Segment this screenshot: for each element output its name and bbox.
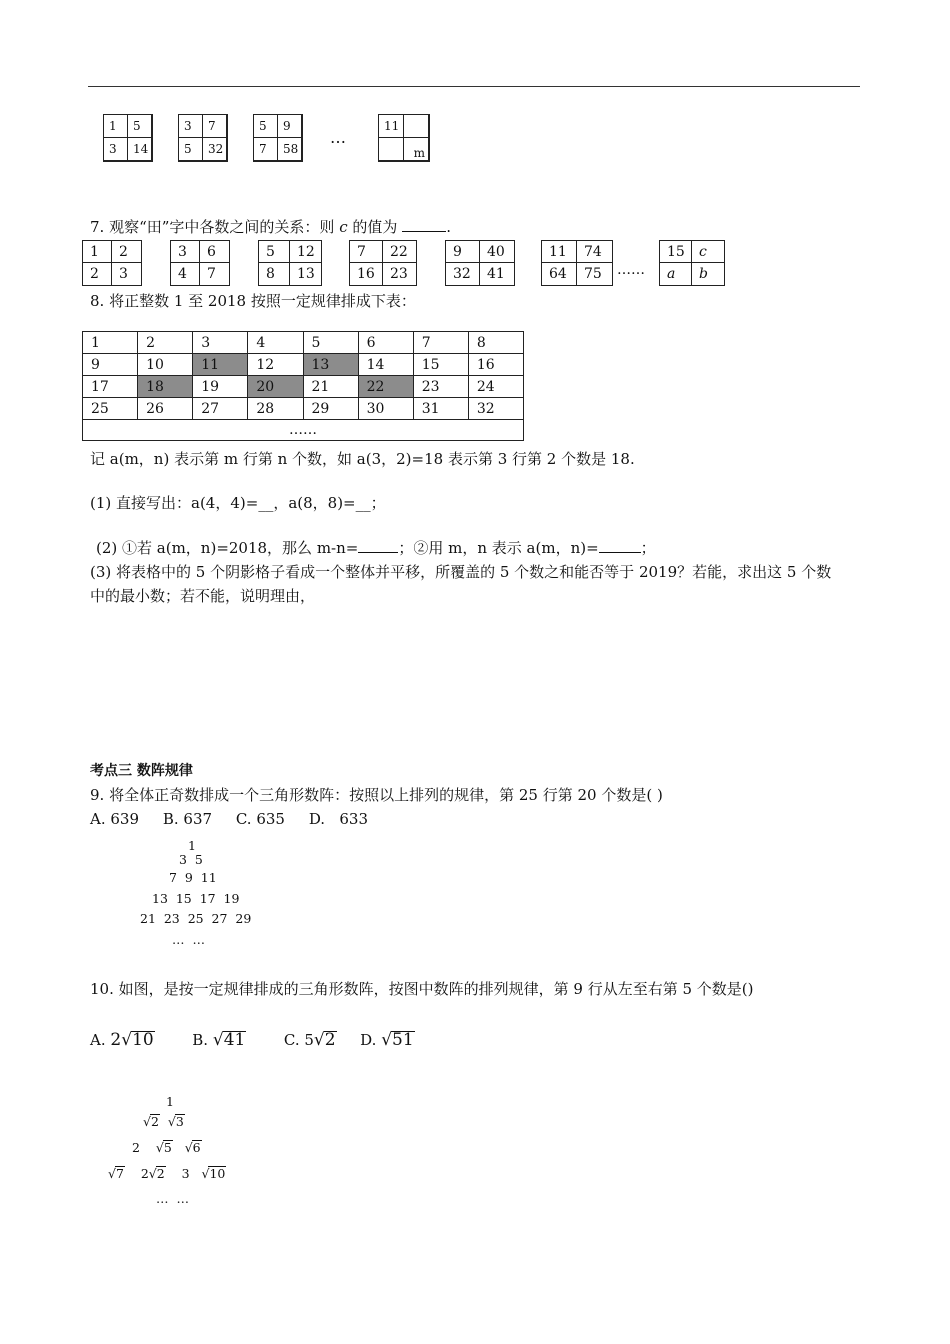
tian-cell: 9: [446, 241, 480, 263]
grid-cell: 17: [83, 376, 138, 398]
grid-cell: 26: [138, 398, 193, 420]
tian-cell: 75: [584, 266, 602, 282]
sqrt-sign: √: [148, 1166, 157, 1181]
grid-cell: 32: [468, 398, 523, 420]
option-c-radicand: 2: [324, 1030, 336, 1050]
option-a-label: A.: [90, 1031, 106, 1049]
tian-cell: 7: [350, 241, 383, 263]
grid-row: [83, 398, 524, 420]
sqrt-sign: √: [167, 1114, 176, 1129]
tian-cell: 12: [290, 241, 321, 263]
q10-options: [90, 1030, 415, 1050]
sqrt-triangle-row-5: … …: [156, 1191, 189, 1206]
box-cell: 7: [202, 114, 227, 138]
tian-ellipsis: ……: [617, 262, 645, 278]
q8-p2-text-b: ；②用 m，n 表示 a(m，n)=: [398, 539, 599, 557]
option-c-label: C. 5: [283, 1031, 314, 1049]
box-cell: 1: [103, 114, 128, 138]
grid-cell: 29: [303, 398, 358, 420]
q7-end: .: [446, 218, 451, 236]
tian-cell: 74: [577, 241, 612, 263]
tian-var-c: c: [699, 243, 707, 260]
odd-triangle-row-6: … …: [172, 932, 205, 947]
sqrt-sign: √: [143, 1114, 151, 1129]
tian-cell: 8: [259, 263, 290, 285]
tian-cell: 1: [83, 241, 112, 263]
tian-cell: 7: [207, 266, 216, 282]
tian-cell: 23: [390, 266, 408, 282]
box-cell: 3: [178, 114, 203, 138]
tian-cell: 5: [259, 241, 290, 263]
box-cell: [378, 137, 404, 161]
tian-cell: 32: [446, 263, 480, 285]
odd-triangle-row-1: 1: [188, 838, 196, 853]
tian-cell: 2: [83, 263, 112, 285]
sqrt-sign: √: [184, 1140, 193, 1155]
tian-cell: 22: [383, 241, 416, 263]
tian-cell: 40: [480, 241, 514, 263]
question-7: [90, 216, 451, 237]
sqrt-sign: √: [155, 1140, 164, 1155]
tian-cell: 15: [660, 241, 692, 263]
number-box-2: [178, 114, 228, 162]
radicand: 10: [209, 1166, 226, 1181]
sqrt-sign: √: [201, 1166, 210, 1181]
box-ellipsis: …: [330, 128, 347, 147]
coefficient: 2: [140, 1166, 149, 1181]
tian-box-6: [541, 240, 613, 286]
q7-text-a: 7. 观察“田”字中各数之间的关系：则: [90, 218, 335, 236]
radicand: 3: [175, 1114, 184, 1129]
question-8-title: 8. 将正整数 1 至 2018 按照一定规律排成下表：: [90, 292, 416, 310]
tian-box-3: [258, 240, 322, 286]
tian-cell: [660, 263, 692, 285]
grid-cell: 21: [303, 376, 358, 398]
tian-cell: [692, 241, 724, 263]
question-9-title: 9. 将全体正奇数排成一个三角形数阵：按照以上排列的规律，第 25 行第 20 个数是( ): [90, 786, 663, 804]
odd-triangle-row-3: 7 9 11: [169, 870, 217, 885]
grid-row: [83, 376, 524, 398]
radicand: 5: [163, 1140, 172, 1155]
box-cell: 7: [253, 137, 278, 161]
sqrt-sign: √: [212, 1030, 224, 1050]
tian-var-a: a: [667, 266, 676, 282]
radicand: 2: [156, 1166, 165, 1181]
question-9-options: A. 639 B. 637 C. 635 D. 633: [90, 810, 369, 828]
q10-option-b: [192, 1031, 246, 1049]
box-cell: 5: [253, 114, 278, 138]
odd-triangle-row-2: 3 5: [179, 852, 203, 867]
tian-cell: 11: [542, 241, 577, 263]
option-b-radicand: 41: [223, 1030, 246, 1050]
option-a-radicand: 10: [132, 1030, 154, 1050]
grid-cell: 24: [468, 376, 523, 398]
sqrt-sign: √: [381, 1030, 393, 1050]
sqrt-sign: √: [313, 1030, 325, 1050]
odd-triangle-row-5: 21 23 25 27 29: [140, 911, 252, 926]
tian-cell: [692, 263, 724, 285]
q8-part-3-line-1: (3) 将表格中的 5 个阴影格子看成一个整体并平移，所覆盖的 5 个数之和能否等于 2019？若能，求出这 5 个数: [90, 563, 832, 581]
option-d-radicand: 51: [392, 1030, 414, 1050]
plain-number: 3: [181, 1166, 190, 1181]
grid-cell: 25: [83, 398, 138, 420]
q8-p2-blank-2[interactable]: [599, 540, 641, 553]
q8-part-2: [96, 537, 656, 558]
grid-cell: 1: [83, 332, 138, 354]
grid-cell: 10: [138, 354, 193, 376]
box-cell: 58: [277, 137, 302, 161]
sqrt-triangle-row-1: 1: [166, 1094, 174, 1109]
tian-var-b: b: [699, 266, 708, 282]
grid-cell-shaded: 20: [248, 376, 303, 398]
grid-cell: 16: [468, 354, 523, 376]
sqrt-triangle-row-4: [108, 1166, 226, 1181]
tian-cell: 64: [542, 263, 577, 285]
tian-cell: 2: [112, 241, 141, 263]
q7-var: c: [339, 218, 348, 236]
sqrt-sign: √: [121, 1030, 133, 1050]
sqrt-sign: √: [108, 1166, 116, 1181]
box-cell: 5: [178, 137, 203, 161]
tian-box-4: [349, 240, 417, 286]
q10-option-d: [360, 1031, 415, 1049]
tian-cell: 13: [297, 266, 315, 282]
radicand: 2: [150, 1114, 159, 1129]
grid-cell: 28: [248, 398, 303, 420]
q7-text-b: 的值为: [352, 218, 398, 236]
grid-cell: 27: [193, 398, 248, 420]
grid-ellipsis: ……: [83, 420, 524, 441]
box-cell: 11: [378, 114, 404, 138]
q8-p2-text-a: (2) ①若 a(m，n)=2018，那么 m-n=: [96, 539, 359, 557]
q8-part-1: (1) 直接写出：a(4，4)=__，a(8，8)=__；: [90, 494, 386, 512]
tian-box-5: [445, 240, 515, 286]
number-grid: [82, 331, 524, 441]
tian-cell: 41: [487, 266, 505, 282]
sqrt-triangle-row-2: [143, 1114, 185, 1129]
tian-box-1: [82, 240, 142, 286]
number-box-1: [103, 114, 153, 162]
box-cell: 9: [277, 114, 302, 138]
radicand: 7: [115, 1166, 124, 1181]
header-rule: [88, 86, 860, 87]
q10-option-c: [284, 1031, 337, 1049]
grid-row: [83, 354, 524, 376]
grid-cell-shaded: 18: [138, 376, 193, 398]
grid-cell-shaded: 13: [303, 354, 358, 376]
grid-row: [83, 332, 524, 354]
tian-box-7: [659, 240, 725, 286]
grid-cell: 12: [248, 354, 303, 376]
q8-p2-blank-1[interactable]: [358, 540, 398, 553]
q8-p2-text-c: ；: [640, 539, 656, 557]
tian-box-2: [170, 240, 230, 286]
box-cell: 32: [202, 137, 227, 161]
section-heading: 考点三 数阵规律: [90, 763, 193, 779]
number-box-3: [253, 114, 303, 162]
tian-cell: 6: [200, 241, 229, 263]
box-cell: m: [403, 137, 429, 161]
grid-cell: 15: [413, 354, 468, 376]
odd-triangle-row-4: 13 15 17 19: [152, 891, 240, 906]
grid-cell: 4: [248, 332, 303, 354]
grid-cell: 3: [193, 332, 248, 354]
option-b-label: B.: [192, 1031, 209, 1049]
grid-cell: 14: [358, 354, 413, 376]
plain-number: 2: [132, 1140, 140, 1155]
grid-cell: 5: [303, 332, 358, 354]
box-cell: 5: [127, 114, 152, 138]
question-10-title: 10. 如图，是按一定规律排成的三角形数阵，按图中数阵的排列规律，第 9 行从左至右第 5 个数是(): [90, 980, 754, 998]
grid-cell: 9: [83, 354, 138, 376]
grid-cell: 31: [413, 398, 468, 420]
grid-row: [83, 420, 524, 441]
tian-cell: 3: [119, 266, 128, 282]
option-d-label: D.: [360, 1031, 377, 1049]
tian-cell: 4: [171, 263, 200, 285]
number-box-4: [378, 114, 430, 162]
grid-cell: 8: [468, 332, 523, 354]
grid-cell: 23: [413, 376, 468, 398]
grid-cell: 2: [138, 332, 193, 354]
radicand: 6: [192, 1140, 201, 1155]
box-cell: [403, 114, 429, 138]
box-cell: 3: [103, 137, 128, 161]
tian-cell: 3: [171, 241, 200, 263]
q8-part-3-line-2: 中的最小数；若不能，说明理由，: [90, 587, 316, 605]
grid-cell-shaded: 22: [358, 376, 413, 398]
tian-cell: 16: [350, 263, 383, 285]
grid-cell: 7: [413, 332, 468, 354]
box-cell: 14: [127, 137, 152, 161]
sqrt-triangle-row-3: [132, 1140, 202, 1155]
grid-cell: 19: [193, 376, 248, 398]
q7-answer-blank[interactable]: [402, 219, 446, 232]
grid-cell: 6: [358, 332, 413, 354]
grid-cell-shaded: 11: [193, 354, 248, 376]
q10-option-a: [90, 1031, 155, 1049]
grid-cell: 30: [358, 398, 413, 420]
option-a-coef: 2: [110, 1030, 122, 1050]
q8-note: 记 a(m，n) 表示第 m 行第 n 个数，如 a(3，2)=18 表示第 3 行第 2 个数是 18.: [90, 450, 635, 468]
